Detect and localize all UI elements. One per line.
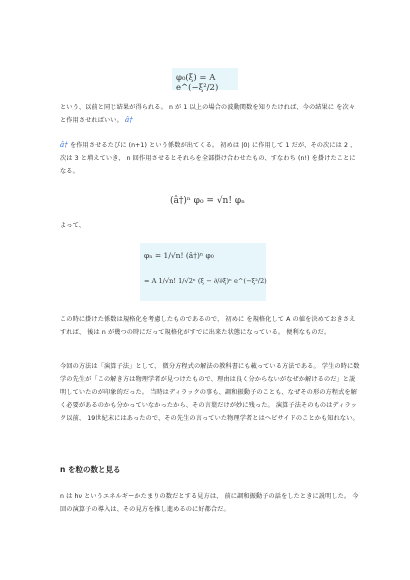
paragraph-1 <box>60 101 360 127</box>
paragraph-yotte <box>60 219 360 232</box>
paragraph-2-text: を作用させるたびに (n+1) という係数が出てくる。 初めは |0⟩ に作用して 1 だが、その次には 2 、次は 3 と増えていき、 n 回作用させるとそれらを全部掛け合わせたもの、すなわち (n!) を掛けたことになる。 <box>60 142 357 175</box>
paragraph-3-text: この時に掛けた係数は規格化を考慮したものであるので、 初めに を規格化して A の値を決めておきさえすれば、 後は n が幾つの時にだって規格化がすでに出来た状態になっている。 便利なものだ。 <box>60 316 356 336</box>
paragraph-5-text: n は hν というエネルギーかたまりの数だとする見方は、 前に調和振動子の話をしたときに説明した。 今回の演算子の導入は、その見方を推し進めるのに好都合だ。 <box>60 493 359 513</box>
equation-raise-n-text: (â†)ⁿ φ₀ = √n! φₙ <box>170 196 246 206</box>
paragraph-4-text: 今回の方法は「演算子法」として、 微分方程式の解法の教科書にも載っている方法である。 学生の時に数学の先生が「この解き方は物理学者が見つけたもので、理由は良く分からないがなぜか解けるのだ」と説明していたのが印象的だった。 当時はディラックの事も、調和振動子のことも、なぜその形の方程式を解く必要があるのかも分かっていなかったから、その言葉だけが妙に残った。 演算子法そのものはディラック以前、 19世紀末にはあったので、その先生の言っていた物理学者とはヘビサイドのことかも知れない。 <box>60 363 360 422</box>
paragraph-1-text: という、以前と同じ結果が得られる。 n が 1 以上の場合の波動関数を知りたければ、今の結果に を次々と作用させればいい。 <box>60 104 356 124</box>
paragraph-4 <box>60 360 360 425</box>
equation-phi0-box <box>172 68 238 93</box>
equation-raise-n <box>170 196 245 206</box>
paragraph-2 <box>60 139 360 178</box>
equation-phin-line1: φₙ = 1/√n! (â†)ⁿ φ₀ <box>144 251 214 260</box>
equation-phin-line2: = A 1/√n! 1/√2ⁿ (ξ − ∂/∂ξ)ⁿ e^(−ξ²/2) <box>144 277 267 285</box>
section-heading: n を粒の数と見る <box>60 465 121 474</box>
equation-phin-box <box>140 243 266 301</box>
equation-phi0: φ₀(ξ) = A e^(−ξ²/2) <box>176 73 219 93</box>
yotte-text: よって、 <box>60 222 86 229</box>
paragraph-5 <box>60 490 360 516</box>
creation-operator-icon: â† <box>124 116 133 124</box>
paragraph-3 <box>60 313 360 339</box>
creation-operator-icon: â† <box>60 141 68 149</box>
